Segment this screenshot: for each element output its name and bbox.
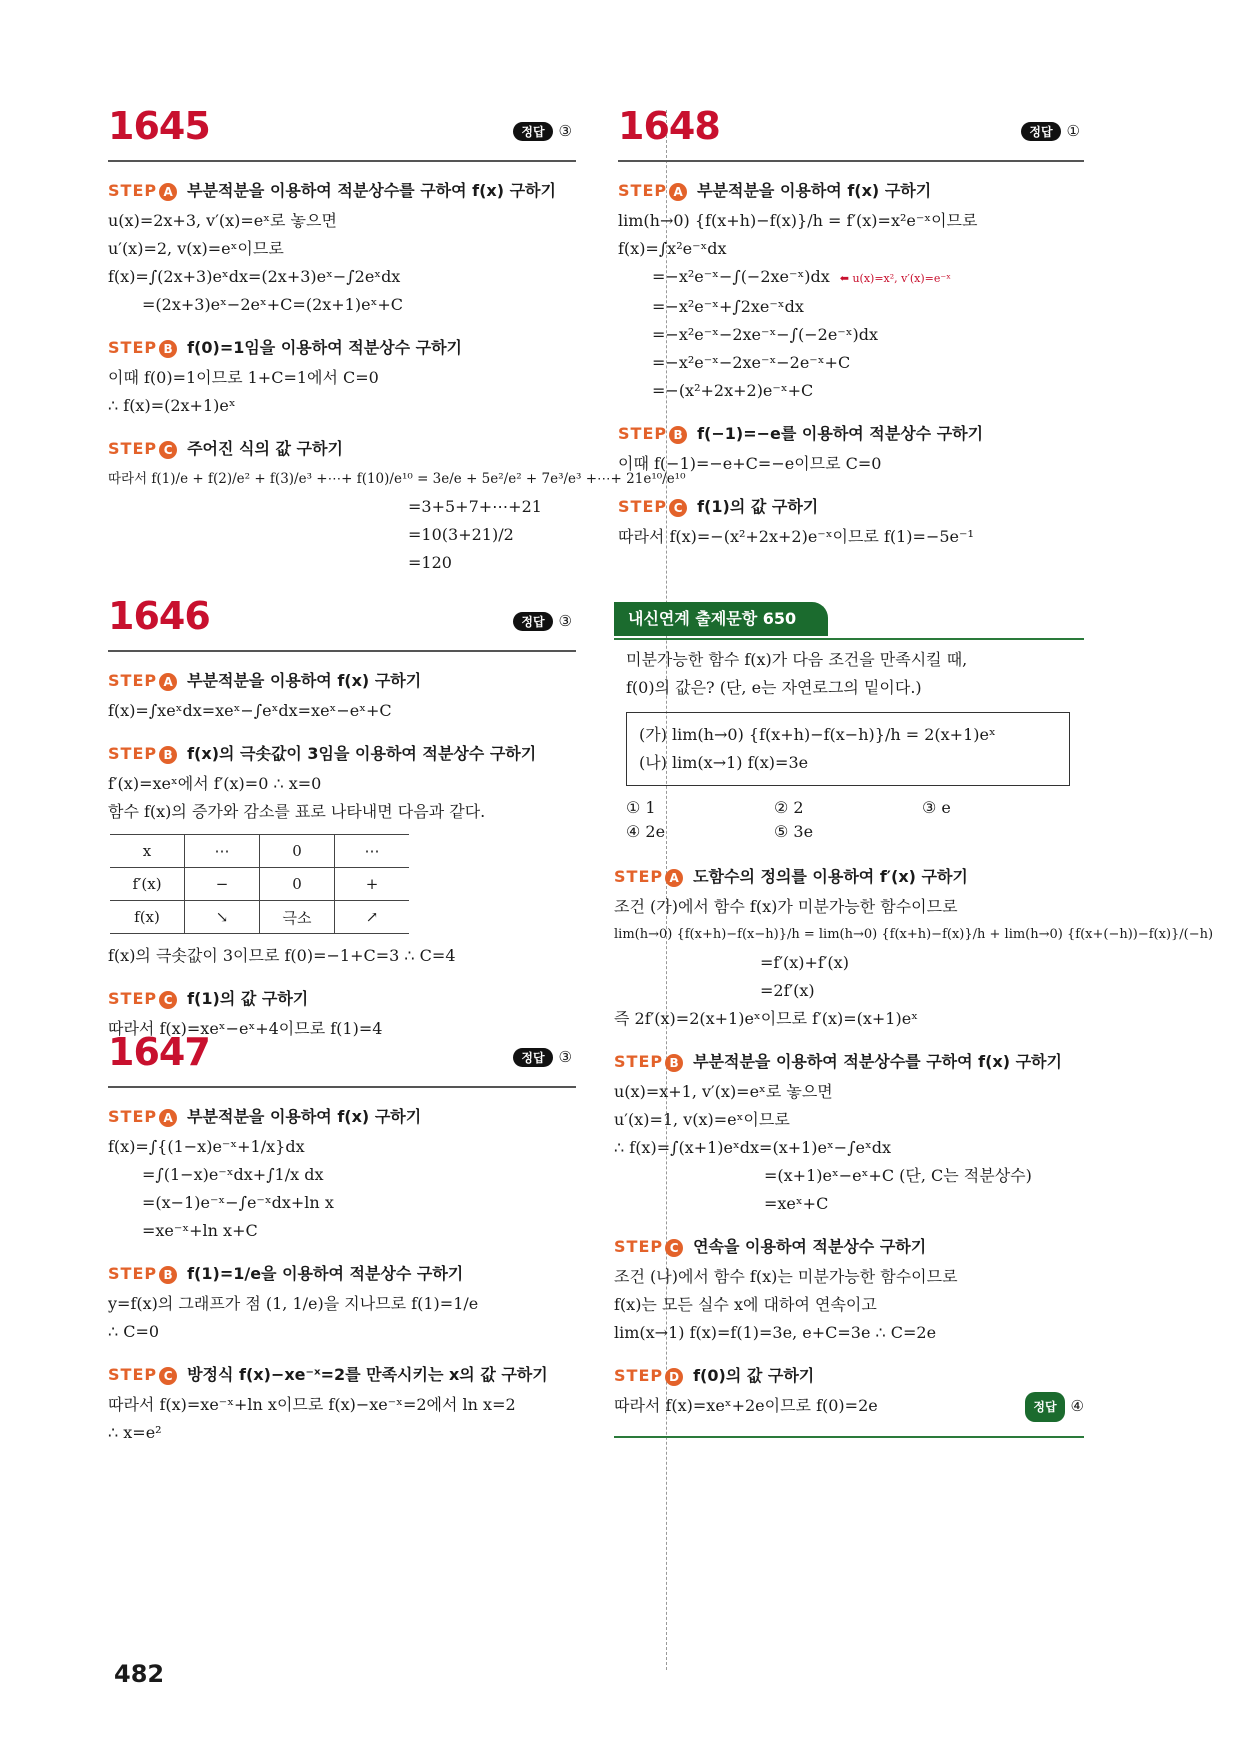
solution-line: y=f(x)의 그래프가 점 (1, 1/e)을 지나므로 f(1)=1/e xyxy=(108,1294,479,1313)
solution-line: 조건 (나)에서 함수 f(x)는 미분가능한 함수이므로 xyxy=(614,1267,958,1286)
answer-marker xyxy=(513,612,572,631)
problem-number: 1646 xyxy=(108,594,210,638)
solution-line: 따라서 f(x)=xe⁻ˣ+ln x이므로 f(x)−xe⁻ˣ=2에서 ln x=2 xyxy=(108,1395,516,1414)
answer-badge: 정답 xyxy=(513,122,552,141)
step-c-heading: STEP C f(1)의 값 구하기 xyxy=(108,989,309,1008)
solution-line: =(x−1)e⁻ˣ−∫e⁻ˣdx+ln x xyxy=(142,1193,334,1212)
problem-number: 1647 xyxy=(108,1030,210,1074)
step-a-heading: STEP A 부분적분을 이용하여 적분상수를 구하여 f(x) 구하기 xyxy=(108,181,556,200)
problem-number: 1648 xyxy=(618,104,720,148)
solution-line: lim(x→1) f(x)=f(1)=3e, e+C=3e ∴ C=2e xyxy=(614,1323,937,1342)
solution-line: f(x)=∫(2x+3)eˣdx=(2x+3)eˣ−∫2eˣdx xyxy=(108,267,401,286)
table-cell: f′(x) xyxy=(110,868,185,901)
answer-marker xyxy=(513,1048,572,1067)
solution-line: ∴ C=0 xyxy=(108,1322,160,1341)
table-cell: − xyxy=(185,868,260,901)
solution-line: 따라서 f(x)=xeˣ+2e이므로 f(0)=2e 정답 ④ xyxy=(614,1392,1084,1420)
step-c-heading: STEP C 연속을 이용하여 적분상수 구하기 xyxy=(614,1237,927,1256)
solution-line: u(x)=2x+3, v′(x)=eˣ로 놓으면 xyxy=(108,211,337,230)
solution-line: =2f′(x) xyxy=(760,981,815,1000)
answer-value: ③ xyxy=(558,612,572,630)
answer-choices xyxy=(614,796,1084,844)
condition-na: (나) lim(x→1) f(x)=3e xyxy=(639,753,809,772)
solution-line: 함수 f(x)의 증가와 감소를 표로 나타내면 다음과 같다. xyxy=(108,802,486,821)
answer-marker xyxy=(1021,122,1080,141)
step-a-heading: STEP A 부분적분을 이용하여 f(x) 구하기 xyxy=(618,181,932,200)
choice-5: ⑤ 3e xyxy=(774,822,814,841)
table-cell: f(x) xyxy=(110,901,185,934)
answer-badge: 정답 xyxy=(1025,1392,1064,1422)
solution-line: 조건 (가)에서 함수 f(x)가 미분가능한 함수이므로 xyxy=(614,897,958,916)
solution-line: f(x)=∫xeˣdx=xeˣ−∫eˣdx=xeˣ−eˣ+C xyxy=(108,701,392,720)
answer-value: ④ xyxy=(1070,1397,1084,1415)
table-cell: x xyxy=(110,835,185,868)
step-b-heading: STEP B f(1)=1/e을 이용하여 적분상수 구하기 xyxy=(108,1264,464,1283)
choice-2: ② 2 xyxy=(774,798,804,817)
solution-line: 따라서 f(x)=−(x²+2x+2)e⁻ˣ이므로 f(1)=−5e⁻¹ xyxy=(618,527,974,546)
solution-line: =120 xyxy=(408,553,452,572)
table-cell: 0 xyxy=(260,835,335,868)
solution-line: =f′(x)+f′(x) xyxy=(760,953,849,972)
step-d-heading: STEP D f(0)의 값 구하기 xyxy=(614,1366,815,1385)
choice-3: ③ e xyxy=(922,798,951,817)
answer-value: ① xyxy=(1066,122,1080,140)
table-cell: + xyxy=(335,868,410,901)
problem-1647 xyxy=(108,1030,576,1447)
solution-line: f(x)=∫x²e⁻ˣdx xyxy=(618,239,727,258)
step-a-heading: STEP A 부분적분을 이용하여 f(x) 구하기 xyxy=(108,1107,422,1126)
answer-value: ③ xyxy=(558,1048,572,1066)
solution-line: =−(x²+2x+2)e⁻ˣ+C xyxy=(652,381,814,400)
table-cell: 극소 xyxy=(260,901,335,934)
solution-line: =−x²e⁻ˣ+∫2xe⁻ˣdx xyxy=(652,297,804,316)
answer-value: ③ xyxy=(558,122,572,140)
solution-line: =−x²e⁻ˣ−2xe⁻ˣ−∫(−2e⁻ˣ)dx xyxy=(652,325,879,344)
section-end-rule xyxy=(614,1436,1084,1438)
table-cell: 0 xyxy=(260,868,335,901)
answer-badge: 정답 xyxy=(513,1048,552,1067)
solution-line: =−x²e⁻ˣ−∫(−2xe⁻ˣ)dx ⬅ u(x)=x², v′(x)=e⁻ˣ xyxy=(652,267,951,286)
solution-line: f(x)=∫{(1−x)e⁻ˣ+1/x}dx xyxy=(108,1137,305,1156)
solution-line: =xeˣ+C xyxy=(764,1194,829,1213)
page-number: 482 xyxy=(114,1660,165,1688)
step-b-heading: STEP B f(x)의 극솟값이 3임을 이용하여 적분상수 구하기 xyxy=(108,744,537,763)
banner-label: 내신연계 출제문항 650 xyxy=(614,602,828,636)
substitution-note: ⬅ u(x)=x², v′(x)=e⁻ˣ xyxy=(839,272,951,285)
problem-header xyxy=(108,1030,576,1088)
answer-badge: 정답 xyxy=(513,612,552,631)
problem-1646 xyxy=(108,594,576,1043)
step-a-heading: STEP A 도함수의 정의를 이용하여 f′(x) 구하기 xyxy=(614,867,968,886)
solution-line: f′(x)=xeˣ에서 f′(x)=0 ∴ x=0 xyxy=(108,774,322,793)
answer-marker xyxy=(1025,1392,1084,1422)
table-cell: ⋯ xyxy=(185,835,260,868)
solution-line: 따라서 f(x)=xeˣ−eˣ+4이므로 f(1)=4 xyxy=(108,1019,383,1038)
solution-line: ∴ f(x)=(2x+1)eˣ xyxy=(108,396,236,415)
step-a-heading: STEP A 부분적분을 이용하여 f(x) 구하기 xyxy=(108,671,422,690)
step-b-heading: STEP B 부분적분을 이용하여 적분상수를 구하여 f(x) 구하기 xyxy=(614,1052,1062,1071)
table-row xyxy=(110,835,409,868)
question-line: 미분가능한 함수 f(x)가 다음 조건을 만족시킬 때, xyxy=(626,650,968,669)
choice-4: ④ 2e xyxy=(626,822,666,841)
problem-header xyxy=(108,594,576,652)
solution-line: =10(3+21)/2 xyxy=(408,525,514,544)
solution-line: f(x)의 극솟값이 3이므로 f(0)=−1+C=3 ∴ C=4 xyxy=(108,946,456,965)
conditions-box xyxy=(626,712,1070,786)
problem-header xyxy=(618,104,1084,162)
solution-line: 따라서 f(1)/e + f(2)/e² + f(3)/e³ +⋯+ f(10)/e¹⁰ = 3e/e + 5e²/e² + 7e³/e³ +⋯+ 21e¹⁰/e¹⁰ xyxy=(108,471,686,487)
question-line: f(0)의 값은? (단, e는 자연로그의 밑이다.) xyxy=(626,678,922,697)
solution-line: lim(h→0) {f(x+h)−f(x)}/h = f′(x)=x²e⁻ˣ이므로 xyxy=(618,211,978,230)
problem-header xyxy=(108,104,576,162)
solution-line: f(x)는 모든 실수 x에 대하여 연속이고 xyxy=(614,1295,877,1314)
solution-line: =(x+1)eˣ−eˣ+C (단, C는 적분상수) xyxy=(764,1166,1032,1185)
table-cell: ↘ xyxy=(185,901,260,934)
solution-line: u′(x)=2, v(x)=eˣ이므로 xyxy=(108,239,284,258)
solution-line: =xe⁻ˣ+ln x+C xyxy=(142,1221,258,1240)
related-problem-banner xyxy=(614,602,1084,640)
choice-1: ① 1 xyxy=(626,798,656,817)
answer-badge: 정답 xyxy=(1021,122,1060,141)
answer-marker xyxy=(513,122,572,141)
step-b-heading: STEP B f(−1)=−e를 이용하여 적분상수 구하기 xyxy=(618,424,984,443)
solution-line: ∴ x=e² xyxy=(108,1423,162,1442)
table-row xyxy=(110,901,409,934)
solution-line: =∫(1−x)e⁻ˣdx+∫1/x dx xyxy=(142,1165,324,1184)
condition-ga: (가) lim(h→0) {f(x+h)−f(x−h)}/h = 2(x+1)eˣ xyxy=(639,725,996,744)
step-b-heading: STEP B f(0)=1임을 이용하여 적분상수 구하기 xyxy=(108,338,462,357)
solution-line: =3+5+7+⋯+21 xyxy=(408,497,542,516)
solution-line: =(2x+3)eˣ−2eˣ+C=(2x+1)eˣ+C xyxy=(142,295,403,314)
related-problem-650 xyxy=(614,602,1214,1438)
solution-line: 이때 f(−1)=−e+C=−e이므로 C=0 xyxy=(618,454,882,473)
problem-number: 1645 xyxy=(108,104,210,148)
table-cell: ↗ xyxy=(335,901,410,934)
solution-line: 이때 f(0)=1이므로 1+C=1에서 C=0 xyxy=(108,368,379,387)
step-c-heading: STEP C f(1)의 값 구하기 xyxy=(618,497,819,516)
table-row xyxy=(110,868,409,901)
step-c-heading: STEP C 주어진 식의 값 구하기 xyxy=(108,439,343,458)
increase-decrease-table xyxy=(110,834,409,934)
step-c-heading: STEP C 방정식 f(x)−xe⁻ˣ=2를 만족시키는 x의 값 구하기 xyxy=(108,1365,548,1384)
table-cell: ⋯ xyxy=(335,835,410,868)
solution-line: ∴ f(x)=∫(x+1)eˣdx=(x+1)eˣ−∫eˣdx xyxy=(614,1138,892,1157)
solution-line: u′(x)=1, v(x)=eˣ이므로 xyxy=(614,1110,790,1129)
problem-1648 xyxy=(618,104,1084,551)
solution-line: =−x²e⁻ˣ−2xe⁻ˣ−2e⁻ˣ+C xyxy=(652,353,851,372)
solution-line: lim(h→0) {f(x+h)−f(x−h)}/h = lim(h→0) {f(x+h)−f(x)}/h + lim(h→0) {f(x+(−h))−f(x)}/(−h) xyxy=(614,927,1214,942)
solution-line: u(x)=x+1, v′(x)=eˣ로 놓으면 xyxy=(614,1082,833,1101)
solution-line: 즉 2f′(x)=2(x+1)eˣ이므로 f′(x)=(x+1)eˣ xyxy=(614,1009,918,1028)
